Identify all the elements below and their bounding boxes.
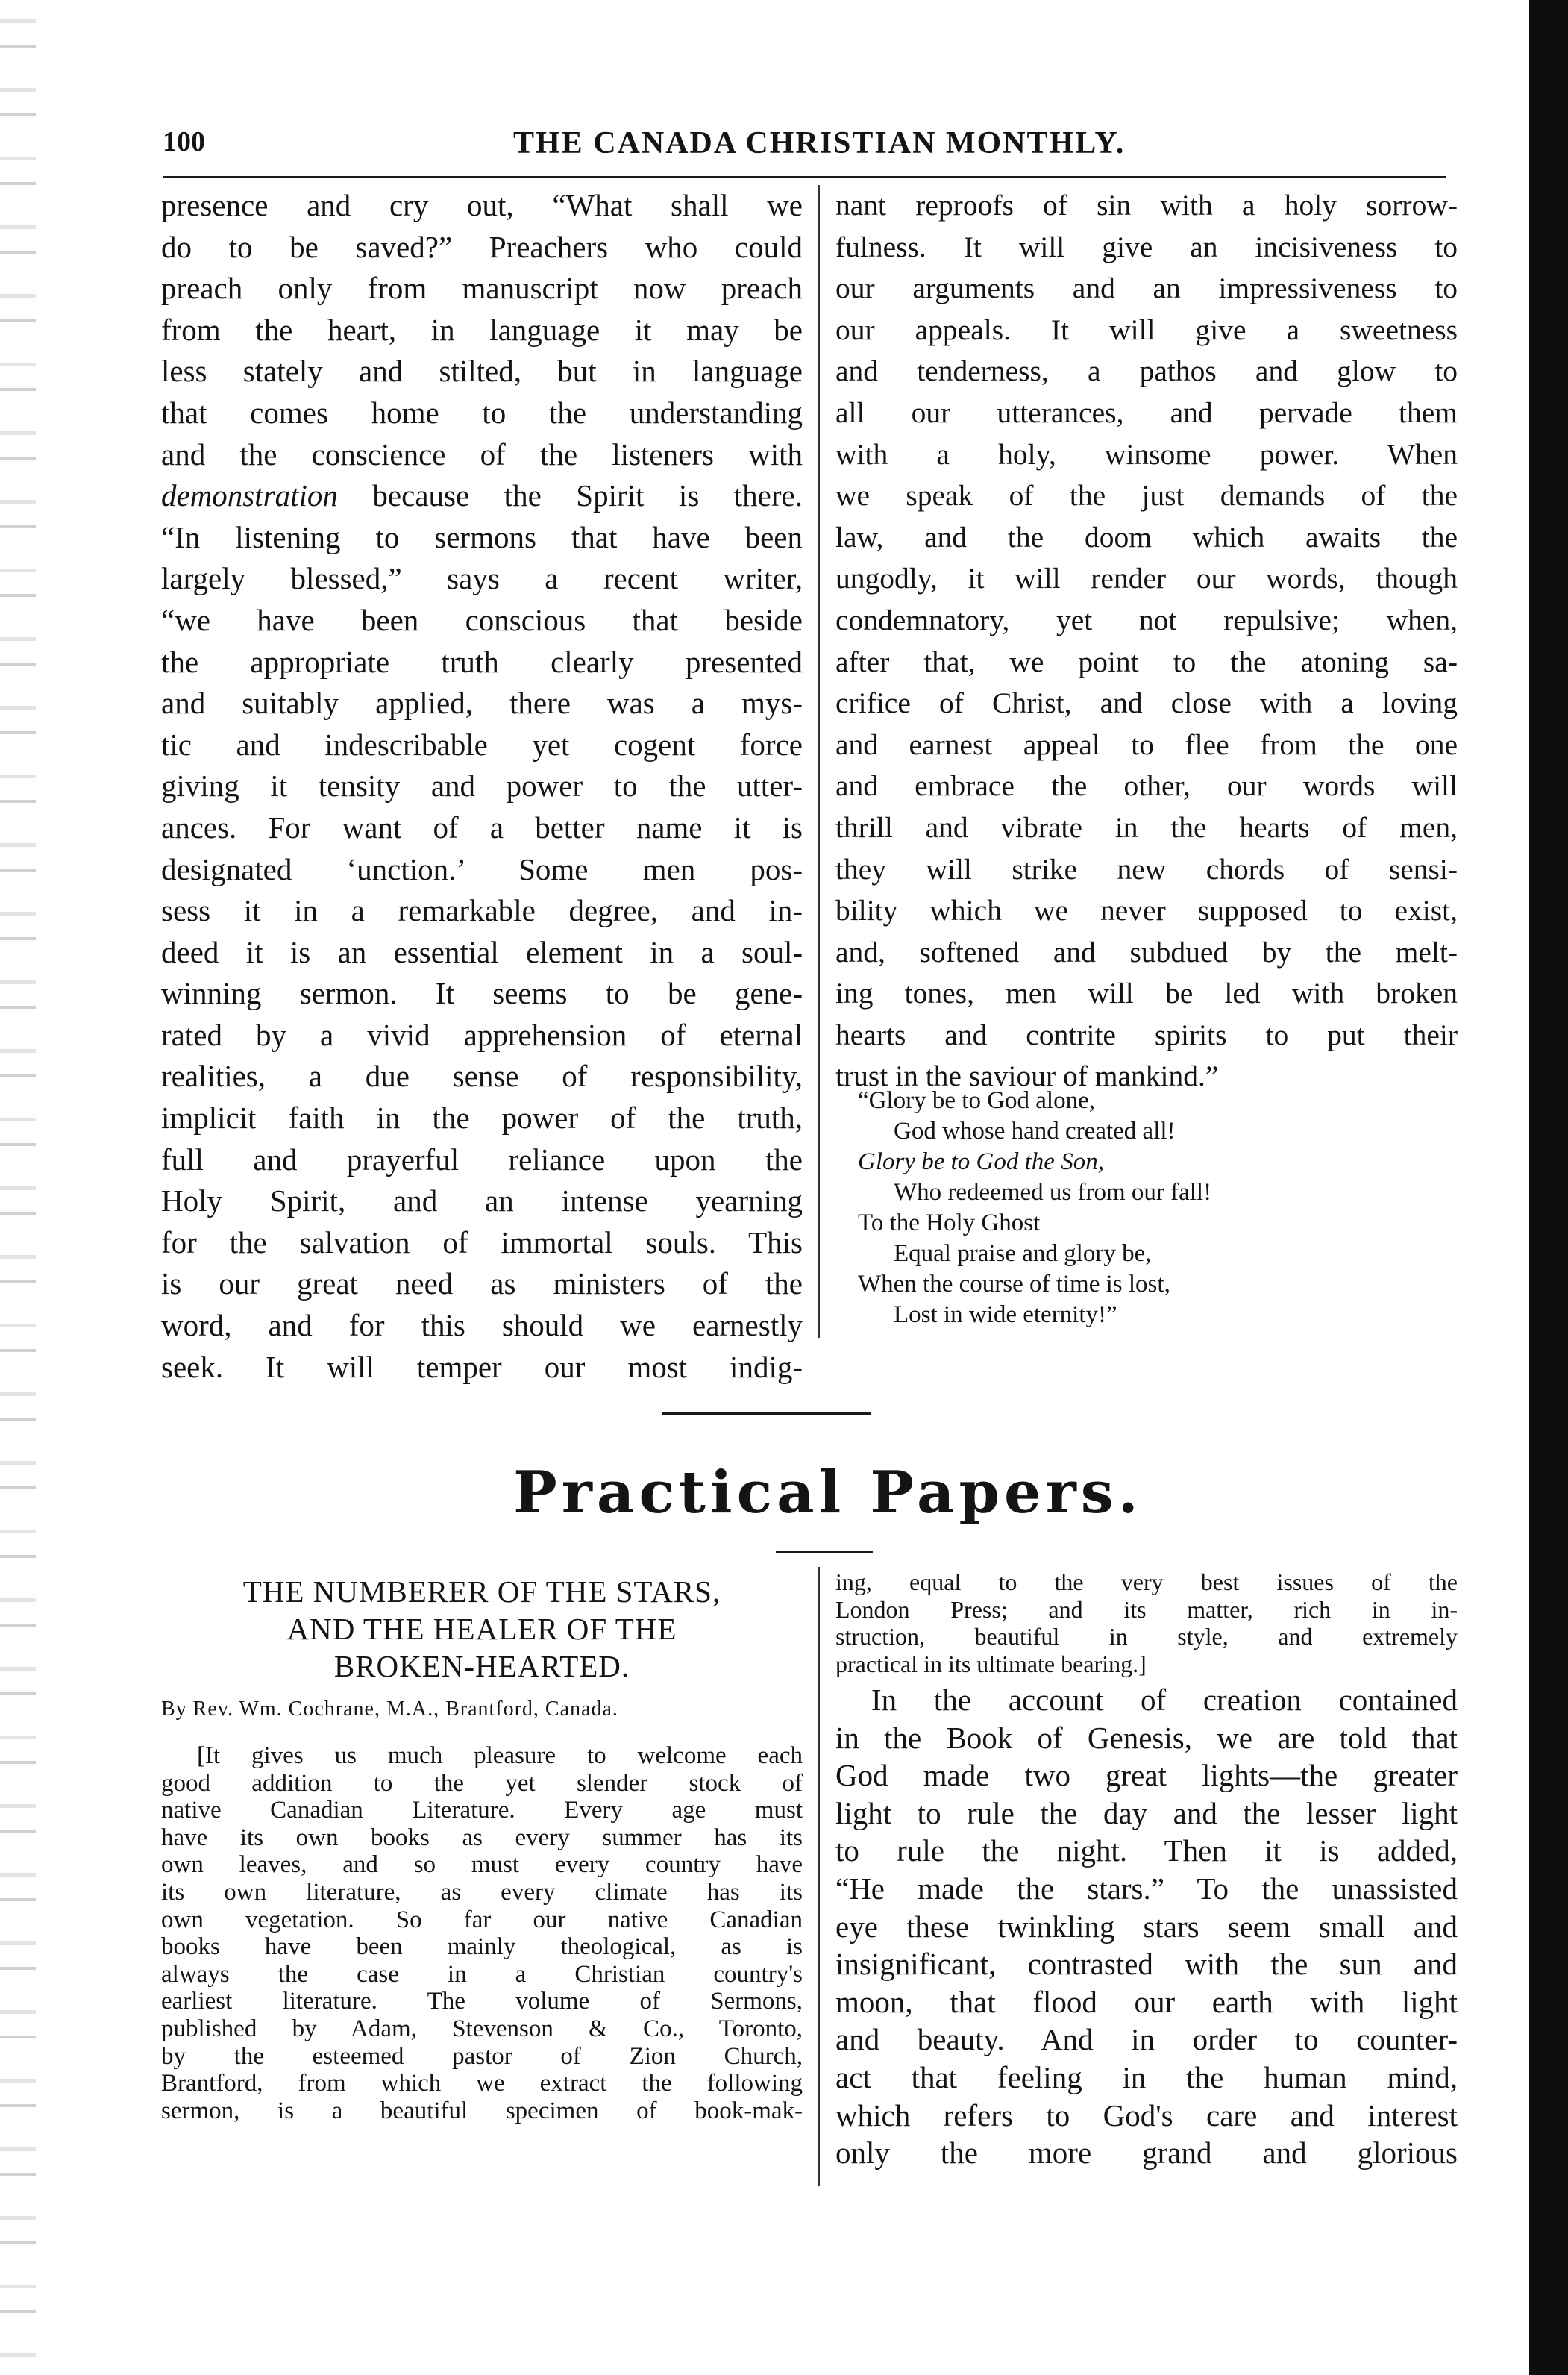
text-line: do to be saved?” Preachers who could xyxy=(161,229,803,264)
hymn-line: Lost in wide eternity!” xyxy=(894,1301,1117,1328)
text-line: hearts and contrite spirits to put their xyxy=(835,1018,1458,1051)
text-line: implicit faith in the power of the truth, xyxy=(161,1101,803,1136)
text-line: and, softened and subdued by the melt- xyxy=(835,935,1458,969)
text-line: and tenderness, a pathos and glow to xyxy=(835,354,1458,388)
text-line: nant reproofs of sin with a holy sorrow- xyxy=(835,189,1458,222)
text-line: preach only from manuscript now preach xyxy=(161,271,803,306)
italic-word: demonstration xyxy=(161,478,338,513)
text-line: bility which we never supposed to exist, xyxy=(835,894,1458,927)
article-intro-left xyxy=(161,1742,803,2124)
text-line: Brantford, from which we extract the following xyxy=(161,2070,803,2097)
top-right-column xyxy=(835,185,1458,1098)
text-line: rated by a vivid apprehension of eternal xyxy=(161,1017,803,1052)
text-line: they will strike new chords of sensi- xyxy=(835,852,1458,886)
text-line: in the Book of Genesis, we are told that xyxy=(835,1720,1458,1755)
text-line: always the case in a Christian country's xyxy=(161,1960,803,1988)
section-separator-rule xyxy=(662,1412,871,1415)
text-line: all our utterances, and pervade them xyxy=(835,395,1458,429)
header-rule xyxy=(163,176,1446,178)
section-heading-underrule xyxy=(776,1551,873,1553)
text-line: word, and for this should we earnestly xyxy=(161,1308,803,1343)
article-title xyxy=(161,1573,803,1685)
text-line: ances. For want of a better name it is xyxy=(161,810,803,845)
text-line: thrill and vibrate in the hearts of men, xyxy=(835,810,1458,844)
text-line: earliest literature. The volume of Sermons, xyxy=(161,1988,803,2015)
text-line: “In listening to sermons that have been xyxy=(161,519,803,554)
hymn-line: God whose hand created all! xyxy=(894,1118,1176,1145)
hymn-line: Equal praise and glory be, xyxy=(894,1240,1152,1267)
text-line: ing, equal to the very best issues of the xyxy=(835,1568,1458,1595)
text-line: giving it tensity and power to the utter- xyxy=(161,769,803,804)
hymn-line-italic: Glory be to God the Son, xyxy=(858,1148,1104,1175)
text-line: to rule the night. Then it is added, xyxy=(835,1833,1458,1868)
text-line: practical in its ultimate bearing.] xyxy=(835,1650,1147,1677)
hymn-line: When the course of time is lost, xyxy=(858,1271,1170,1298)
text-line: from the heart, in language it may be xyxy=(161,312,803,347)
text-line: condemnatory, yet not repulsive; when, xyxy=(835,603,1458,636)
text-line: and suitably applied, there was a mys- xyxy=(161,686,803,721)
column-divider-bottom xyxy=(818,1567,820,2186)
text-line: own leaves, and so must every country have xyxy=(161,1851,803,1879)
text-line: eye these twinkling stars seem small and xyxy=(835,1909,1458,1944)
text-line: full and prayerful reliance upon the xyxy=(161,1142,803,1177)
scan-left-edge-artifact xyxy=(0,0,36,2375)
text-line: “we have been conscious that beside xyxy=(161,602,803,637)
running-head xyxy=(163,125,1431,170)
text-line: moon, that flood our earth with light xyxy=(835,1984,1458,2019)
text-line: struction, beautiful in style, and extremely xyxy=(835,1623,1458,1650)
text-line: sess it in a remarkable degree, and in- xyxy=(161,893,803,928)
text-line: our appeals. It will give a sweetness xyxy=(835,313,1458,346)
article-body-right xyxy=(835,1681,1458,2172)
text-line: with a holy, winsome power. When xyxy=(835,437,1458,471)
text-line: the appropriate truth clearly presented xyxy=(161,644,803,679)
text-line: God made two great lights—the greater xyxy=(835,1758,1458,1793)
text-line: after that, we point to the atoning sa- xyxy=(835,645,1458,678)
text-line: published by Adam, Stevenson & Co., Toronto, xyxy=(161,2015,803,2042)
text-line: light to rule the day and the lesser light xyxy=(835,1795,1458,1830)
hymn-line: “Glory be to God alone, xyxy=(858,1087,1095,1114)
text-line: we speak of the just demands of the xyxy=(835,479,1458,513)
scan-right-edge-border xyxy=(1529,0,1568,2375)
text-line: “He made the stars.” To the unassisted xyxy=(835,1871,1458,1906)
text-line: only the more grand and glorious xyxy=(835,2135,1458,2171)
hymn-line xyxy=(858,1147,1440,1177)
section-heading: Practical Papers. xyxy=(513,1459,1143,1527)
text-line: good addition to the yet slender stock of xyxy=(161,1769,803,1797)
text-line: and beauty. And in order to counter- xyxy=(835,2022,1458,2057)
text-line: largely blessed,” says a recent writer, xyxy=(161,561,803,596)
article-intro-right xyxy=(835,1568,1458,1677)
text-line: our arguments and an impressiveness to xyxy=(835,272,1458,305)
text-line: designated ‘unction.’ Some men pos- xyxy=(161,851,803,886)
text-line: demonstration because the Spirit is there. xyxy=(161,478,803,513)
text-line: and the conscience of the listeners with xyxy=(161,436,803,472)
text-line: winning sermon. It seems to be gene- xyxy=(161,976,803,1011)
top-left-column xyxy=(161,185,803,1388)
article-byline: By Rev. Wm. Cochrane, M.A., Brantford, Canada. xyxy=(161,1697,618,1721)
text-line: insignificant, contrasted with the sun and xyxy=(835,1947,1458,1982)
text-line: which refers to God's care and interest xyxy=(835,2097,1458,2133)
text-line: is our great need as ministers of the xyxy=(161,1266,803,1301)
text-line: less stately and stilted, but in language xyxy=(161,354,803,389)
article-title-line: THE NUMBERER OF THE STARS, xyxy=(242,1574,721,1609)
text-line: and earnest appeal to flee from the one xyxy=(835,727,1458,761)
hymn-line: To the Holy Ghost xyxy=(858,1210,1041,1236)
text-line: for the salvation of immortal souls. This xyxy=(161,1224,803,1260)
text-line: tic and indescribable yet cogent force xyxy=(161,727,803,762)
text-line: Holy Spirit, and an intense yearning xyxy=(161,1183,803,1218)
text-line: In the account of creation contained xyxy=(871,1683,1458,1717)
text-line: ing tones, men will be led with broken xyxy=(835,977,1458,1010)
text-line: have its own books as every summer has its xyxy=(161,1824,803,1851)
text-line: realities, a due sense of responsibility, xyxy=(161,1059,803,1094)
article-title-line: AND THE HEALER OF THE xyxy=(286,1612,677,1646)
article-title-line: BROKEN-HEARTED. xyxy=(333,1649,630,1683)
text-line: act that feeling in the human mind, xyxy=(835,2059,1458,2094)
text-line: law, and the doom which awaits the xyxy=(835,520,1458,554)
text-line: native Canadian Literature. Every age must xyxy=(161,1797,803,1824)
text-line: and embrace the other, our words will xyxy=(835,769,1458,803)
page-number: 100 xyxy=(163,126,205,157)
text-line: that comes home to the understanding xyxy=(161,395,803,430)
running-title: THE CANADA CHRISTIAN MONTHLY. xyxy=(513,126,1126,160)
text-line: ungodly, it will render our words, though xyxy=(835,562,1458,595)
text-line: presence and cry out, “What shall we xyxy=(161,188,803,222)
text-line: [It gives us much pleasure to welcome each xyxy=(197,1742,803,1769)
text-line: seek. It will temper our most indig- xyxy=(161,1349,803,1384)
hymn-quote xyxy=(858,1086,1440,1330)
text-line: crifice of Christ, and close with a loving xyxy=(835,686,1458,720)
text-line: books have been mainly theological, as is xyxy=(161,1933,803,1961)
text-line: by the esteemed pastor of Zion Church, xyxy=(161,2042,803,2070)
text-line: its own literature, as every climate has its xyxy=(161,1878,803,1906)
text-line: deed it is an essential element in a soul- xyxy=(161,934,803,969)
text-line: own vegetation. So far our native Canadian xyxy=(161,1906,803,1933)
text-line: trust in the saviour of mankind.” xyxy=(835,1060,1219,1093)
text-line: fulness. It will give an incisiveness to xyxy=(835,230,1458,263)
hymn-line: Who redeemed us from our fall! xyxy=(894,1179,1212,1206)
text-line: sermon, is a beautiful specimen of book-mak- xyxy=(161,2097,803,2124)
column-divider-top xyxy=(818,185,820,1338)
text-line: London Press; and its matter, rich in in- xyxy=(835,1595,1458,1623)
